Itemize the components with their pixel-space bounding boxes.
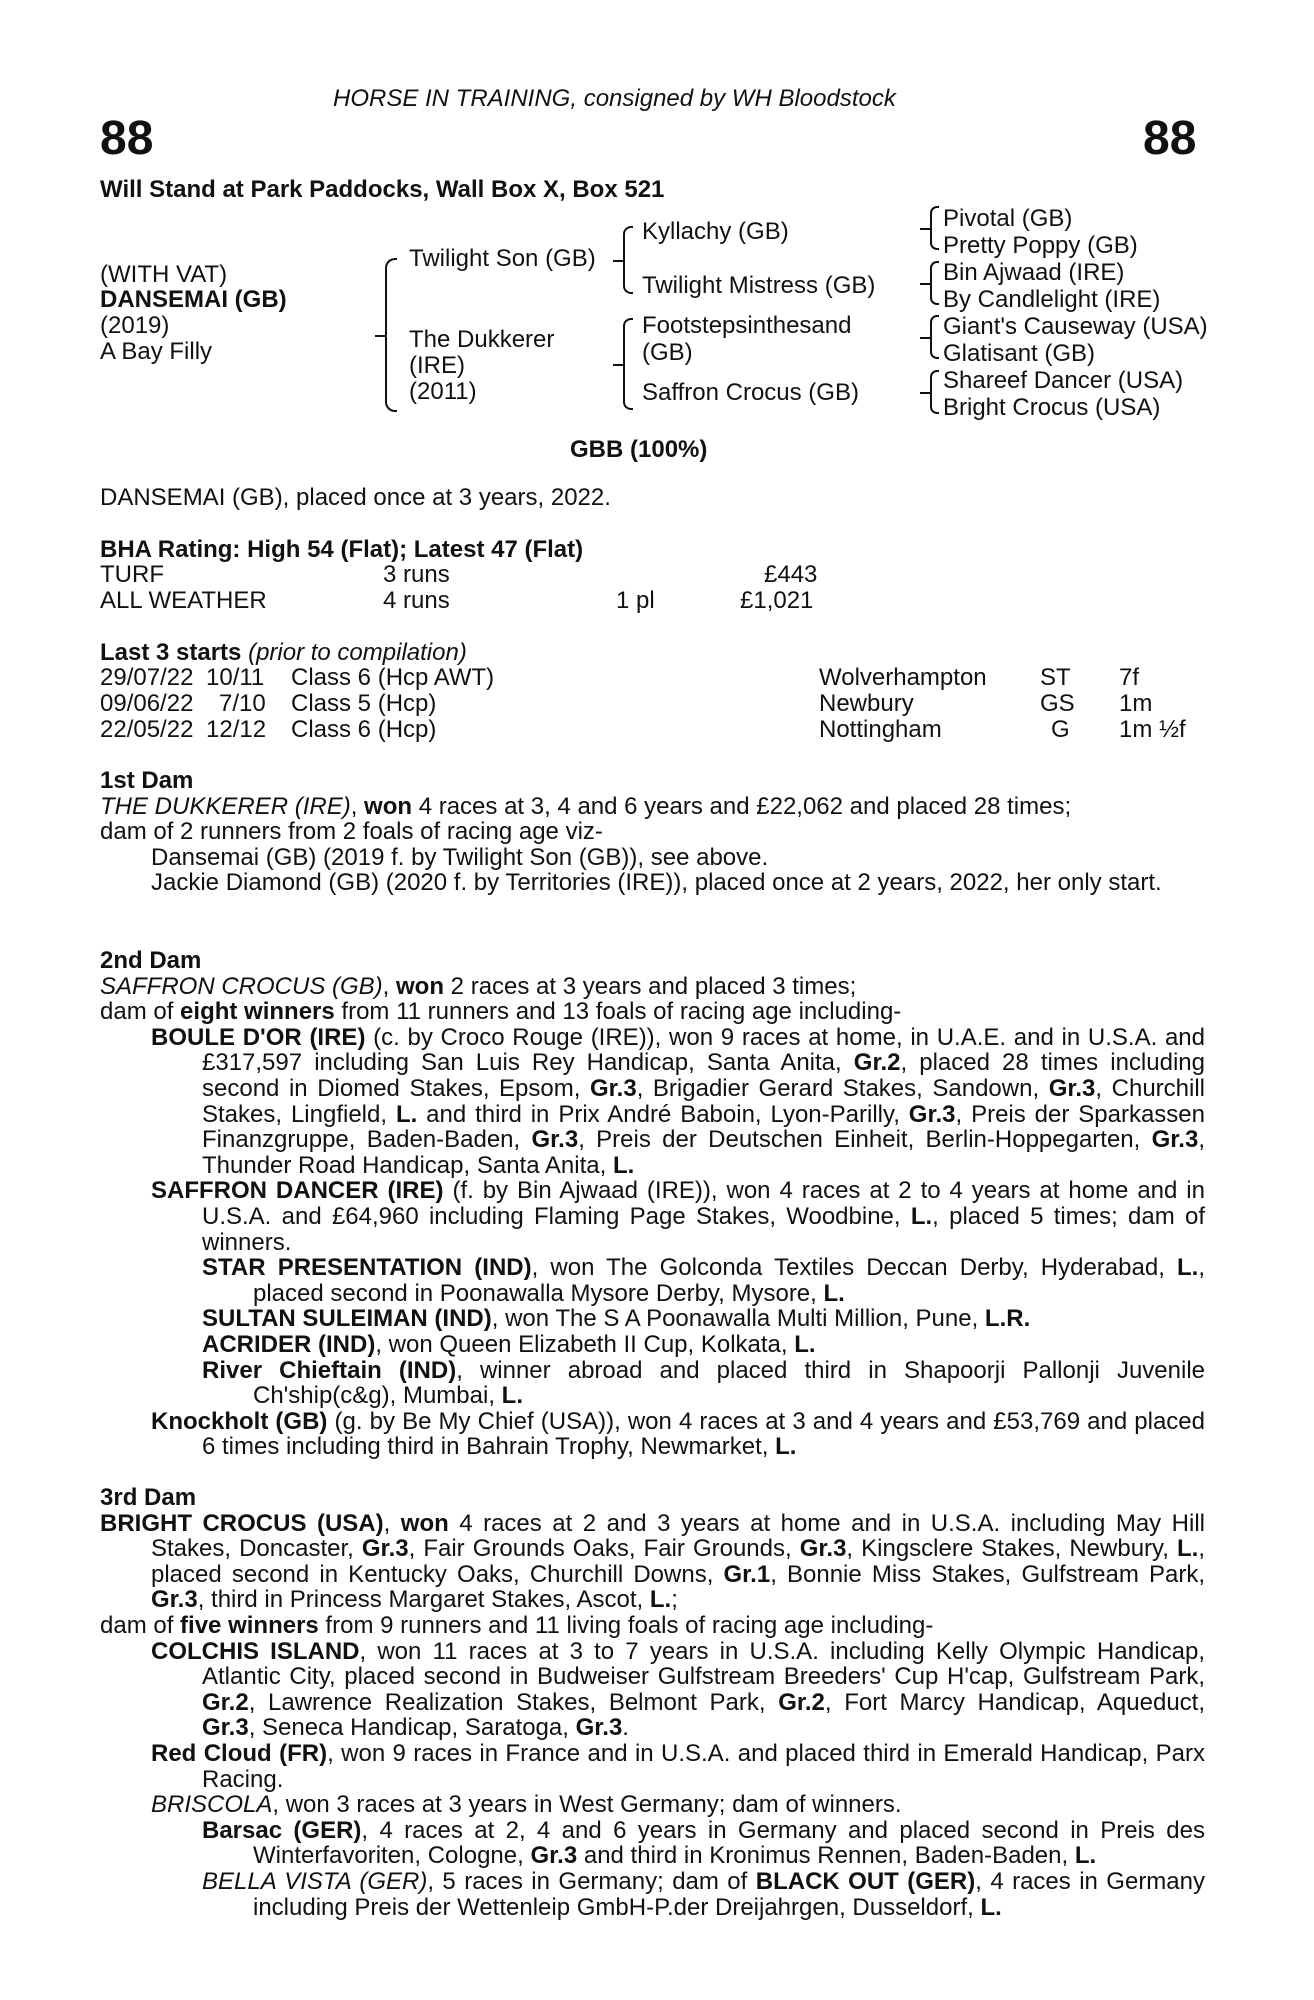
dam-of-text: dam of [100, 998, 181, 1026]
rating-placed: 1 pl [616, 587, 655, 614]
produce-text: , won The Golconda Textiles Deccan Derby, Hyderabad, [531, 1254, 1177, 1282]
pedigree-g3: Bin Ajwaad (IRE) [943, 259, 1125, 286]
produce-text: , won 3 races at 3 years in West Germany; dam of winners. [272, 1791, 902, 1819]
pedigree-brace-g4 [930, 370, 939, 414]
race-summary: DANSEMAI (GB), placed once at 3 years, 2022. [100, 484, 611, 511]
lot-number-right: 88 [1143, 112, 1197, 165]
grade-label: L. [794, 1330, 816, 1358]
grade-label: Gr.1 [723, 1560, 771, 1588]
produce-text: , Seneca Handicap, Saratoga, [248, 1714, 576, 1742]
record-text: , third in Princess Margaret Stakes, Ascot, [197, 1586, 650, 1614]
record-text: 4 races at 2 and 3 years at home and in U.S.A. including May Hill Stakes, Doncaster, [151, 1509, 1205, 1563]
start-date: 29/07/22 [100, 664, 194, 691]
start-course: Nottingham [819, 716, 942, 743]
produce-briscola [100, 1792, 1205, 1818]
grade-label: Gr.3 [589, 1074, 637, 1102]
pedigree-sire-dam: Twilight Mistress (GB) [642, 272, 876, 299]
produce-text: , won The S A Poonawalla Multi Million, Pune, [491, 1305, 985, 1333]
grade-label: L. [649, 1586, 672, 1614]
start-distance: 1m ½f [1119, 716, 1186, 743]
record-text: , placed second in Kentucky Oaks, Churchill Downs, [151, 1535, 1205, 1588]
second-dam-section: 2nd Dam SAFFRON CROCUS (GB), won 2 races at 3 years and placed 3 times; dam of eight winners from 11 runners and 13 foals of racing age including- BOULE D'OR (IRE) (c. by Croco Rouge (IRE)), won 9 races at home, in U.A.E. and in U.S.A. and £317,597 including San Luis Rey Handicap, Santa Anita, Gr.2, placed 28 times including second in Diomed Stakes, Epsom, Gr.3, Brigadier Gerard Stakes, Sandown, Gr.3, Churchill Stakes, Lingfield, L. and third in Prix André Baboin, Lyon-Parilly, Gr.3, Preis der Sparkassen Finanzgruppe, Baden-Baden, Gr.3, Preis der Deutschen Einheit, Berlin-Hoppegarten, Gr.3, Thunder Road Handicap, Santa Anita, L. SAFFRON DANCER (IRE) (f. by Bin Ajwaad (IRE)), won 4 races at 2 to 4 years at home and in U.S.A. and £64,960 including Flaming Page Stakes, Woodbine, L., placed 5 times; dam of winners. STAR PRESENTATION (IND), won The Golconda Textiles Deccan Derby, Hyderabad, L., placed second in Poonawalla Mysore Derby, Mysore, L. SULTAN SULEIMAN (IND), won The S A Poonawalla Multi Million, Pune, L.R. ACRIDER (IND), won Queen Elizabeth II Cup, Kolkata, L. River Chieftain (IND), winner abroad and placed third in Shapoorji Pallonji Juvenile Ch'ship(c&g), Mumbai, L. Knockholt (GB) (g. by Be My Chief (USA)), won 4 races at 3 and 4 years and £53,769 and placed 6 times including third in Bahrain Trophy, Newmarket, L. [100, 947, 1206, 1461]
start-class: Class 5 (Hcp) [291, 690, 437, 717]
pedigree-sire-sire: Kyllachy (GB) [642, 218, 789, 245]
first-dam-record: 4 races at 3, 4 and 6 years and £22,062 and placed 28 times; [412, 792, 1072, 820]
pedigree-dam-sire-line2: (GB) [642, 339, 693, 366]
start-course: Wolverhampton [819, 664, 987, 691]
produce-river-chieftain [100, 1358, 1205, 1409]
start-position: 10/11 [206, 664, 265, 691]
produce-text: and third in Kronimus Rennen, Baden-Baden, [577, 1842, 1075, 1870]
pedigree-g1: Pivotal (GB) [943, 205, 1073, 232]
pedigree-brace-dam [623, 318, 633, 410]
last-starts-title: Last 3 starts [100, 639, 242, 666]
produce-sultan-suleiman [100, 1306, 1205, 1332]
dam-of-text: dam of [100, 1611, 181, 1639]
horse-name-italic: BELLA VISTA (GER) [202, 1867, 428, 1895]
pedigree-g5: Giant's Causeway (USA) [943, 313, 1208, 340]
rating-prize: £443 [764, 561, 818, 588]
pedigree-dam-sire-line1: Footstepsinthesand [642, 312, 852, 339]
produce-text: , winner abroad and placed third in Shapoorji Pallonji Juvenile Ch'ship(c&g), Mumbai, [253, 1356, 1205, 1410]
pedigree-dam-line1: The Dukkerer [409, 326, 555, 353]
horse-name: DANSEMAI (GB) [100, 286, 287, 313]
grade-label: L. [775, 1433, 797, 1461]
grade-label: Gr.2 [778, 1688, 825, 1716]
third-dam-record: BRIGHT CROCUS (USA), won 4 races at 2 and 3 years at home and in U.S.A. including May Hill Stakes, Doncaster, Gr.3, Fair Grounds Oaks, Fair Grounds, Gr.3, Kingsclere Stakes, Newbury, L., placed second in Kentucky Oaks, Churchill Downs, Gr.1, Bonnie Miss Stakes, Gulfstream Park, Gr.3, third in Princess Margaret Stakes, Ascot, L.; [100, 1509, 1205, 1614]
produce-text: , 4 races at 2, 4 and 6 years in Germany and placed second in Preis des Winterfavoriten, Cologne, [253, 1816, 1205, 1870]
pedigree-dam-line2: (IRE) [409, 352, 465, 379]
third-dam-name: BRIGHT CROCUS (USA) [100, 1509, 384, 1537]
rating-runs: 4 runs [383, 587, 450, 614]
second-dam-heading: 2nd Dam [100, 947, 202, 974]
produce-red-cloud [100, 1741, 1205, 1792]
produce-text: , placed 28 times including second in Diomed Stakes, Epsom, [202, 1049, 1205, 1102]
grade-label: Gr.3 [1151, 1126, 1199, 1154]
produce-text: , Lawrence Realization Stakes, Belmont Park, [248, 1688, 779, 1716]
grade-label: L.R. [984, 1305, 1031, 1333]
start-going: GS [1040, 690, 1075, 717]
horse-name-bold: COLCHIS ISLAND [151, 1637, 360, 1665]
first-dam-produce: dam of 2 runners from 2 foals of racing age viz- [100, 818, 603, 846]
pedigree-g4: By Candlelight (IRE) [943, 286, 1161, 313]
produce-text: , 5 races in Germany; dam of [427, 1867, 756, 1895]
grade-label: L. [1177, 1535, 1199, 1563]
produce-jackie-diamond: Jackie Diamond (GB) (2020 f. by Territories (IRE)), placed once at 2 years, 2022, her only start. [151, 869, 1162, 897]
horse-name-bold: SAFFRON DANCER (IRE) [151, 1177, 444, 1205]
rating-surface: TURF [100, 561, 164, 588]
produce-text: , Preis der Deutschen Einheit, Berlin-Hoppegarten, [578, 1126, 1152, 1154]
grade-label: Gr.3 [908, 1100, 956, 1128]
rating-prize: £1,021 [740, 587, 814, 614]
pedigree-g2: Pretty Poppy (GB) [943, 232, 1138, 259]
produce-text: , won Queen Elizabeth II Cup, Kolkata, [375, 1330, 795, 1358]
grade-label: Gr.3 [530, 1842, 578, 1870]
produce-knockholt [100, 1409, 1205, 1460]
rating-surface: ALL WEATHER [100, 587, 267, 614]
produce-text: (g. by Be My Chief (USA)), won 4 races at 3 and 4 years and £53,769 and placed 6 times including third in Bahrain Trophy, Newmarket, [202, 1407, 1206, 1461]
first-dam-name: THE DUKKERER (IRE) [100, 792, 351, 820]
pedigree-brace-g1 [930, 206, 939, 250]
lot-number-left: 88 [100, 112, 154, 165]
produce-text: , placed second in Poonawalla Mysore Derby, Mysore, [253, 1254, 1205, 1307]
start-position: 12/12 [206, 716, 267, 743]
grade-label: L. [980, 1893, 1002, 1921]
horse-name-bold: BOULE D'OR (IRE) [151, 1023, 366, 1051]
pedigree-brace-g2 [930, 261, 939, 305]
grade-label: Gr.2 [202, 1688, 249, 1716]
pedigree-sire: Twilight Son (GB) [409, 245, 596, 272]
start-date: 22/05/22 [100, 716, 194, 743]
produce-text: (c. by Croco Rouge (IRE)), won 9 races at home, in U.A.E. and in U.S.A. and £317,597 including San Luis Rey Handicap, Santa Anita, [202, 1023, 1205, 1077]
produce-text: , Preis der Sparkassen Finanzgruppe, Baden-Baden, [202, 1100, 1206, 1154]
produce-star-presentation [100, 1255, 1205, 1306]
produce-bella-vista [100, 1869, 1205, 1920]
horse-name-bold: BLACK OUT (GER) [755, 1867, 976, 1895]
second-dam-record: 2 races at 3 years and placed 3 times; [444, 972, 857, 1000]
last-starts-heading [100, 640, 467, 666]
pedigree-dam-line3: (2011) [409, 378, 477, 405]
grade-label: L. [1074, 1842, 1097, 1870]
grade-label: Gr.3 [1048, 1074, 1096, 1102]
grade-label: Gr.3 [799, 1535, 847, 1563]
horse-name-bold: ACRIDER (IND) [202, 1330, 376, 1358]
third-dam-heading: 3rd Dam [100, 1484, 197, 1511]
grade-label: L. [395, 1100, 418, 1128]
stand-location: Will Stand at Park Paddocks, Wall Box X, Box 521 [100, 176, 665, 203]
start-going: G [1051, 716, 1070, 743]
produce-text: , won 9 races in France and in U.S.A. and placed third in Emerald Handicap, Parx Racing. [202, 1739, 1205, 1793]
gbb-percentage: GBB (100%) [570, 436, 708, 463]
won-label: won [364, 792, 413, 820]
start-distance: 7f [1119, 664, 1140, 691]
produce-acrider [100, 1332, 1205, 1358]
third-dam-section [100, 1485, 1205, 1920]
rating-runs: 3 runs [383, 561, 450, 588]
produce-text: (f. by Bin Ajwaad (IRE)), won 4 races at 2 to 4 years at home and in U.S.A. and £64,960 including Flaming Page Stakes, Woodbine, [202, 1177, 1205, 1230]
vat-note: (WITH VAT) [100, 261, 228, 288]
produce-text: , Churchill Stakes, Lingfield, [202, 1074, 1205, 1128]
grade-label: L. [612, 1151, 635, 1179]
produce-text: , Thunder Road Handicap, Santa Anita, [202, 1126, 1205, 1179]
pedigree-g6: Glatisant (GB) [943, 340, 1096, 367]
first-dam-heading: 1st Dam [100, 767, 194, 794]
dam-of-count: five winners [180, 1611, 319, 1639]
dam-of-text: from 11 runners and 13 foals of racing age including- [334, 998, 902, 1026]
horse-year: (2019) [100, 312, 170, 339]
pedigree-dam-dam: Saffron Crocus (GB) [642, 379, 859, 406]
produce-text: , won 11 races at 3 to 7 years in U.S.A. including Kelly Olympic Handicap, Atlantic City, placed second in Budweiser Gulfstream Breeders' Cup H'cap, Gulfstream Park, [202, 1637, 1206, 1691]
bha-rating: BHA Rating: High 54 (Flat); Latest 47 (Flat) [100, 536, 584, 563]
produce-saffron-dancer [100, 1178, 1205, 1255]
grade-label: Gr.3 [531, 1126, 579, 1154]
produce-text: . [622, 1714, 629, 1742]
grade-label: Gr.3 [151, 1586, 198, 1614]
dam-of-text: from 9 runners and 11 living foals of racing age including- [318, 1611, 934, 1639]
pedigree-g7: Shareef Dancer (USA) [943, 367, 1184, 394]
horse-name-bold: Knockholt (GB) [151, 1407, 328, 1435]
produce-text: , 4 races in Germany including Preis der Wettenleip GmbH-P.der Dreijahrgen, Dusseldorf, [253, 1867, 1205, 1921]
produce-text: , placed 5 times; dam of winners. [202, 1202, 1205, 1256]
won-label: won [400, 1509, 449, 1537]
pedigree-brace-sire [623, 226, 633, 294]
record-text: , Kingsclere Stakes, Newbury, [846, 1535, 1177, 1563]
record-text: , Fair Grounds Oaks, Fair Grounds, [408, 1535, 800, 1563]
horse-name-bold: SULTAN SULEIMAN (IND) [202, 1305, 492, 1333]
first-dam-section: 1st Dam THE DUKKERER (IRE), won 4 races at 3, 4 and 6 years and £22,062 and placed 28 times; dam of 2 runners from 2 foals of racing age viz- Dansemai (GB) (2019 f. by Twilight Son (GB)), see above. Jackie Diamond (GB) (2020 f. by Territories (IRE)), placed once at 2 years, 2022, her only start. [100, 768, 1205, 896]
second-dam-name: SAFFRON CROCUS (GB) [100, 972, 383, 1000]
horse-name-bold: Barsac (GER) [202, 1816, 362, 1844]
won-label: won [396, 972, 445, 1000]
record-text: , Bonnie Miss Stakes, Gulfstream Park, [770, 1560, 1205, 1588]
grade-label: L. [910, 1202, 933, 1230]
grade-label: L. [823, 1279, 845, 1307]
produce-barsac [100, 1818, 1205, 1869]
grade-label: Gr.3 [202, 1714, 249, 1742]
pedigree-brace-main [385, 258, 397, 412]
produce-text: , Brigadier Gerard Stakes, Sandown, [636, 1074, 1049, 1102]
horse-description: A Bay Filly [100, 338, 213, 365]
grade-label: Gr.2 [853, 1049, 901, 1077]
horse-name-bold: River Chieftain (IND) [202, 1356, 457, 1384]
start-course: Newbury [819, 690, 914, 717]
horse-name-bold: Red Cloud (FR) [151, 1739, 328, 1767]
pedigree-g8: Bright Crocus (USA) [943, 394, 1161, 421]
start-class: Class 6 (Hcp AWT) [291, 664, 495, 691]
start-position: 7/10 [219, 690, 266, 717]
start-class: Class 6 (Hcp) [291, 716, 437, 743]
horse-name-bold: STAR PRESENTATION (IND) [202, 1254, 532, 1282]
grade-label: L. [501, 1382, 523, 1410]
grade-label: Gr.3 [361, 1535, 409, 1563]
horse-name-italic: BRISCOLA [151, 1791, 273, 1819]
last-starts-subtitle: (prior to compilation) [248, 639, 467, 666]
produce-boule-dor [100, 1025, 1205, 1179]
produce-text: and third in Prix André Baboin, Lyon-Parilly, [417, 1100, 909, 1128]
pedigree-brace-g3 [930, 315, 939, 359]
start-going: ST [1040, 664, 1071, 691]
start-distance: 1m [1119, 690, 1153, 717]
grade-label: L. [1177, 1254, 1199, 1282]
produce-colchis-island [100, 1639, 1205, 1741]
catalogue-title: HORSE IN TRAINING, consigned by WH Bloodstock [333, 85, 896, 112]
produce-dansemai: Dansemai (GB) (2019 f. by Twilight Son (GB)), see above. [151, 843, 769, 871]
record-text: ; [671, 1586, 678, 1614]
start-date: 09/06/22 [100, 690, 194, 717]
dam-of-count: eight winners [180, 998, 335, 1026]
grade-label: Gr.3 [575, 1714, 623, 1742]
produce-text: , Fort Marcy Handicap, Aqueduct, [824, 1688, 1205, 1716]
